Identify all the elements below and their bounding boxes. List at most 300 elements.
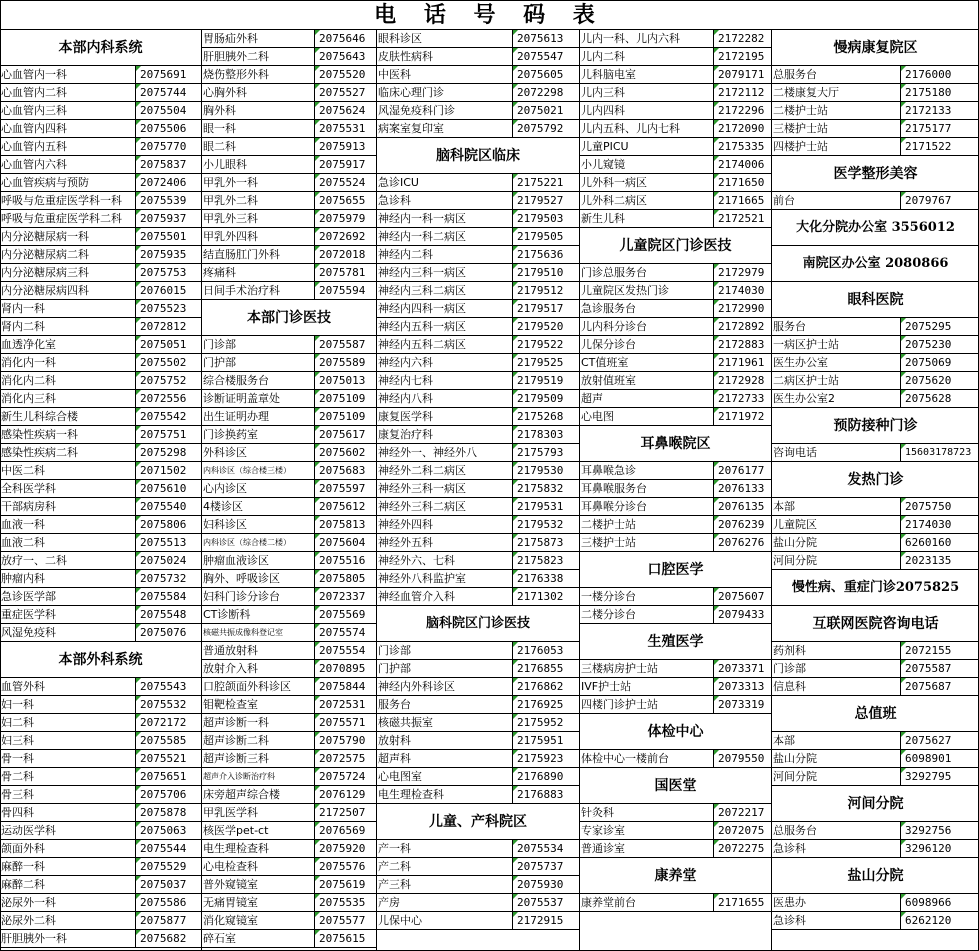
- table-row: [772, 732, 979, 750]
- phone-number: 2075979: [314, 210, 376, 227]
- department-name: 神经内五科一病区: [378, 320, 466, 333]
- department-name: 耳鼻喉急诊: [581, 464, 636, 477]
- phone-number: 2075037: [135, 876, 201, 893]
- department-name: 肝胆胰外一科: [1, 932, 67, 945]
- department-name: 眼二科: [203, 140, 236, 153]
- phone-number: 2075607: [713, 588, 771, 605]
- phone-number: 2171522: [900, 138, 979, 155]
- phone-number: 2075577: [314, 912, 376, 929]
- table-row: [0, 768, 201, 786]
- table-row: [202, 246, 376, 264]
- table-row: [0, 588, 201, 606]
- section-heading: 医学整形美容: [772, 156, 979, 192]
- table-row: [202, 372, 376, 390]
- department-name: 产房: [378, 896, 400, 909]
- table-row: [202, 210, 376, 228]
- table-row: [202, 480, 376, 498]
- department-name: 门诊换药室: [203, 428, 258, 441]
- department-name: 儿童院区: [773, 518, 817, 531]
- phone-number: 2075523: [135, 300, 201, 317]
- phone-number: 2075529: [135, 858, 201, 875]
- phone-number: 2075605: [512, 66, 579, 83]
- phone-number: 2172883: [713, 336, 771, 353]
- table-row: [772, 552, 979, 570]
- department-name: 呼吸与危重症医学科二科: [1, 212, 122, 225]
- table-row: [0, 444, 201, 462]
- phone-number: 2172507: [314, 804, 376, 821]
- department-name: 电生理检查科: [378, 788, 444, 801]
- department-name: 神经外八科监护室: [378, 572, 466, 585]
- department-name: 内科诊区（综合楼二楼）: [203, 538, 291, 547]
- table-row: [580, 390, 771, 408]
- column-divider: [376, 30, 377, 951]
- phone-number: 2075576: [314, 858, 376, 875]
- phone-number: 2176925: [512, 696, 579, 713]
- phone-number: 2175268: [512, 408, 579, 425]
- table-row: [377, 912, 579, 930]
- table-row: [580, 66, 771, 84]
- table-row: [580, 264, 771, 282]
- table-row: [377, 336, 579, 354]
- department-name: 肝胆胰外二科: [203, 50, 269, 63]
- table-row: [0, 246, 201, 264]
- phone-number: 2172733: [713, 390, 771, 407]
- table-row: [0, 336, 201, 354]
- department-name: 盐山分院: [773, 536, 817, 549]
- department-name: 三楼护士站: [581, 536, 636, 549]
- department-name: 心血管内四科: [1, 122, 67, 135]
- phone-number: 2075544: [135, 840, 201, 857]
- phone-number: 2171665: [713, 192, 771, 209]
- table-row: [202, 282, 376, 300]
- table-row: [377, 210, 579, 228]
- table-row: [0, 858, 201, 876]
- table-row: [202, 912, 376, 930]
- department-name: 肿瘤内科: [1, 572, 45, 585]
- phone-number: 2175636: [512, 246, 579, 263]
- department-name: 神经内四科一病区: [378, 302, 466, 315]
- department-name: 妇三科: [1, 734, 34, 747]
- department-name: 门护部: [203, 356, 236, 369]
- table-row: [0, 840, 201, 858]
- department-name: 放疗一、二科: [1, 554, 67, 567]
- section-heading: 口腔医学: [580, 552, 771, 588]
- table-row: [772, 750, 979, 768]
- table-row: [580, 840, 771, 858]
- department-name: 口腔颌面外科诊区: [203, 680, 291, 693]
- table-row: [0, 318, 201, 336]
- table-row: [377, 534, 579, 552]
- table-row: [580, 588, 771, 606]
- table-row: [772, 84, 979, 102]
- phone-number: 2175177: [900, 120, 979, 137]
- table-row: [0, 894, 201, 912]
- table-row: [772, 372, 979, 390]
- table-row: [772, 138, 979, 156]
- table-row: [772, 822, 979, 840]
- phone-number: 2075516: [314, 552, 376, 569]
- department-name: 呼吸与危重症医学科一科: [1, 194, 122, 207]
- section-heading: 总值班: [772, 696, 979, 732]
- department-name: 核磁共振成像科登记室: [203, 628, 283, 637]
- table-row: [772, 390, 979, 408]
- table-row: [0, 138, 201, 156]
- table-row: [0, 156, 201, 174]
- table-row: [202, 120, 376, 138]
- department-name: 儿保分诊台: [581, 338, 636, 351]
- department-name: 产三科: [378, 878, 411, 891]
- table-row: [0, 822, 201, 840]
- section-heading: 盐山分院: [772, 858, 979, 894]
- department-name: 河间分院: [773, 554, 817, 567]
- phone-number: 2175180: [900, 84, 979, 101]
- department-name: 本部: [773, 734, 795, 747]
- table-row: [377, 786, 579, 804]
- table-row: [772, 102, 979, 120]
- phone-number: 2075619: [314, 876, 376, 893]
- department-name: 超声诊断三科: [203, 752, 269, 765]
- table-row: [0, 804, 201, 822]
- section-heading: 脑科院区门诊医技: [377, 606, 579, 642]
- department-name: 医生办公室2: [773, 392, 835, 405]
- department-name: 消化内一科: [1, 356, 56, 369]
- department-name: 急诊科: [773, 914, 806, 927]
- table-row: [0, 354, 201, 372]
- section-heading: 慢病康复院区: [772, 30, 979, 66]
- phone-number: 2075597: [314, 480, 376, 497]
- table-row: [580, 192, 771, 210]
- phone-number: 2075051: [135, 336, 201, 353]
- table-row: [377, 462, 579, 480]
- table-row: [580, 372, 771, 390]
- table-row: [580, 84, 771, 102]
- department-name: 儿童PICU: [581, 140, 629, 153]
- table-row: [0, 66, 201, 84]
- table-row: [580, 30, 771, 48]
- department-name: 感染性疾病一科: [1, 428, 78, 441]
- table-row: [0, 516, 201, 534]
- table-row: [202, 588, 376, 606]
- department-name: 中医科: [378, 68, 411, 81]
- phone-number: 2075770: [135, 138, 201, 155]
- phone-number: 2072337: [314, 588, 376, 605]
- table-row: [377, 750, 579, 768]
- table-row: [0, 570, 201, 588]
- table-row: [377, 516, 579, 534]
- table-row: [202, 426, 376, 444]
- table-row: [580, 336, 771, 354]
- phone-number: 2075548: [135, 606, 201, 623]
- department-name: 泌尿外一科: [1, 896, 56, 909]
- department-name: 骨四科: [1, 806, 34, 819]
- table-row: [580, 678, 771, 696]
- department-name: 儿科脑电室: [581, 68, 636, 81]
- table-row: [0, 102, 201, 120]
- table-row: [377, 732, 579, 750]
- phone-number: 2075920: [314, 840, 376, 857]
- department-name: 中医二科: [1, 464, 45, 477]
- phone-number: 2075520: [314, 66, 376, 83]
- department-name: 神经内二科: [378, 248, 433, 261]
- department-name: 儿内三科: [581, 86, 625, 99]
- phone-number: 2075620: [900, 372, 979, 389]
- phone-number: 2079171: [713, 66, 771, 83]
- table-row: [0, 84, 201, 102]
- department-name: 心胸外科: [203, 86, 247, 99]
- phone-number: 2075521: [135, 750, 201, 767]
- phone-number: 2075602: [314, 444, 376, 461]
- phone-number: 2175221: [512, 174, 579, 191]
- phone-number: 2171972: [713, 408, 771, 425]
- phone-number: 2072692: [314, 228, 376, 245]
- phone-number: 2075706: [135, 786, 201, 803]
- table-row: [772, 840, 979, 858]
- phone-number: 2075502: [135, 354, 201, 371]
- phone-number: 2075543: [135, 678, 201, 695]
- department-name: CT值班室: [581, 356, 629, 369]
- table-row: [202, 228, 376, 246]
- table-row: [580, 462, 771, 480]
- department-name: 心血管内二科: [1, 86, 67, 99]
- department-name: 肿瘤血液诊区: [203, 554, 269, 567]
- department-name: 神经内七科: [378, 374, 433, 387]
- department-name: 二楼康复大厅: [773, 86, 839, 99]
- phone-number: 2179503: [512, 210, 579, 227]
- table-row: [202, 444, 376, 462]
- column-divider: [579, 30, 580, 951]
- table-row: [202, 768, 376, 786]
- department-name: 眼科诊区: [378, 32, 422, 45]
- table-row: [377, 174, 579, 192]
- table-row: [0, 120, 201, 138]
- phone-number: 2075584: [135, 588, 201, 605]
- department-name: 消化窥镜室: [203, 914, 258, 927]
- department-name: 新生儿科综合楼: [1, 410, 78, 423]
- department-name: 神经内一科二病区: [378, 230, 466, 243]
- phone-number: 2075878: [135, 804, 201, 821]
- phone-number: 2179519: [512, 372, 579, 389]
- department-name: 急诊服务台: [581, 302, 636, 315]
- phone-number: 2075613: [512, 30, 579, 47]
- department-name: 心电图: [581, 410, 614, 423]
- phone-number: 2075615: [314, 930, 376, 947]
- table-row: [377, 552, 579, 570]
- phone-number: 2179525: [512, 354, 579, 371]
- phone-number: 2079767: [900, 192, 979, 209]
- department-name: CT诊断科: [203, 608, 251, 621]
- phone-number: 2075781: [314, 264, 376, 281]
- department-name: 干部病房科: [1, 500, 56, 513]
- phone-number: 2172915: [512, 912, 579, 929]
- table-row: [202, 66, 376, 84]
- phone-number: 2172296: [713, 102, 771, 119]
- phone-number: 2075076: [135, 624, 201, 641]
- department-name: 信息科: [773, 680, 806, 693]
- phone-number: 2176890: [512, 768, 579, 785]
- phone-number: 3296120: [900, 840, 979, 857]
- phone-number: 2176883: [512, 786, 579, 803]
- phone-number: 2075504: [135, 102, 201, 119]
- department-name: 骨三科: [1, 788, 34, 801]
- department-name: 急诊科: [773, 842, 806, 855]
- phone-number: 15603178723: [900, 444, 979, 461]
- section-heading: 生殖医学: [580, 624, 771, 660]
- table-row: [0, 624, 201, 642]
- phone-number: 2075627: [900, 732, 979, 749]
- department-name: 急诊ICU: [378, 176, 419, 189]
- phone-number: 2075513: [135, 534, 201, 551]
- table-row: [772, 336, 979, 354]
- phone-number: 2075501: [135, 228, 201, 245]
- department-name: 风湿免疫科门诊: [378, 104, 455, 117]
- table-row: [202, 786, 376, 804]
- phone-number: 2073313: [713, 678, 771, 695]
- section-heading: 大化分院办公室 3556012: [772, 210, 979, 246]
- phone-number: 2179522: [512, 336, 579, 353]
- table-row: [377, 894, 579, 912]
- section-heading: 预防接种门诊: [772, 408, 979, 444]
- section-heading: 本部门诊医技: [202, 300, 376, 336]
- table-row: [580, 516, 771, 534]
- phone-number: 2076133: [713, 480, 771, 497]
- phone-number: 2075069: [900, 354, 979, 371]
- phone-number: 2172979: [713, 264, 771, 281]
- table-row: [772, 66, 979, 84]
- table-row: [580, 750, 771, 768]
- phone-number: 2075751: [135, 426, 201, 443]
- table-row: [580, 210, 771, 228]
- department-name: 烧伤整形外科: [203, 68, 269, 81]
- table-row: [772, 516, 979, 534]
- department-name: 肾内二科: [1, 320, 45, 333]
- department-name: 体检中心一楼前台: [581, 752, 669, 765]
- phone-number: 2176000: [900, 66, 979, 83]
- table-row: [377, 282, 579, 300]
- table-row: [580, 894, 771, 912]
- department-name: 儿外科一病区: [581, 176, 647, 189]
- phone-number: 6098901: [900, 750, 979, 767]
- phone-number: 2075506: [135, 120, 201, 137]
- department-name: 门护部: [378, 662, 411, 675]
- table-row: [0, 228, 201, 246]
- table-row: [202, 732, 376, 750]
- department-name: 甲乳外一科: [203, 176, 258, 189]
- department-name: 神经外三科一病区: [378, 482, 466, 495]
- table-row: [377, 840, 579, 858]
- department-name: 二楼分诊台: [581, 608, 636, 621]
- table-row: [580, 696, 771, 714]
- table-row: [0, 408, 201, 426]
- phone-number: 2075063: [135, 822, 201, 839]
- phone-number: 2075024: [135, 552, 201, 569]
- department-name: 皮肤性病科: [378, 50, 433, 63]
- table-row: [202, 606, 376, 624]
- table-row: [377, 570, 579, 588]
- department-name: 麻醉二科: [1, 878, 45, 891]
- table-row: [0, 174, 201, 192]
- phone-number: 2172521: [713, 210, 771, 227]
- department-name: 神经内三科一病区: [378, 266, 466, 279]
- department-name: 神经内五科二病区: [378, 338, 466, 351]
- department-name: 康复治疗科: [378, 428, 433, 441]
- department-name: 全科医学科: [1, 482, 56, 495]
- department-name: 血管外科: [1, 680, 45, 693]
- table-row: [202, 84, 376, 102]
- phone-number: 2072275: [713, 840, 771, 857]
- department-name: 无痛胃镜室: [203, 896, 258, 909]
- table-row: [0, 678, 201, 696]
- department-name: 诊断证明盖章处: [203, 392, 280, 405]
- table-row: [0, 480, 201, 498]
- table-row: [202, 354, 376, 372]
- table-row: [0, 930, 201, 948]
- department-name: 骨一科: [1, 752, 34, 765]
- department-name: 心血管内一科: [1, 68, 67, 81]
- phone-number: 2179505: [512, 228, 579, 245]
- phone-number: 2075298: [135, 444, 201, 461]
- phone-number: 2072075: [713, 822, 771, 839]
- department-name: 总服务台: [773, 68, 817, 81]
- department-name: 康养堂前台: [581, 896, 636, 909]
- phone-number: 2075587: [900, 660, 979, 677]
- table-row: [377, 660, 579, 678]
- table-row: [377, 588, 579, 606]
- department-name: 服务台: [773, 320, 806, 333]
- phone-number: 2075586: [135, 894, 201, 911]
- table-row: [772, 354, 979, 372]
- phone-number: 2075295: [900, 318, 979, 335]
- table-row: [0, 498, 201, 516]
- phone-number: 2179510: [512, 264, 579, 281]
- table-row: [202, 642, 376, 660]
- table-row: [202, 462, 376, 480]
- department-name: 儿内一科、儿内六科: [581, 32, 680, 45]
- phone-number: 2075683: [314, 462, 376, 479]
- department-name: 甲乳医学科: [203, 806, 258, 819]
- table-row: [377, 426, 579, 444]
- department-name: 儿内四科: [581, 104, 625, 117]
- department-name: 碎石室: [203, 932, 236, 945]
- table-row: [202, 192, 376, 210]
- table-row: [202, 660, 376, 678]
- department-name: 放射值班室: [581, 374, 636, 387]
- phone-number: 2075534: [512, 840, 579, 857]
- table-row: [377, 48, 579, 66]
- table-row: [377, 408, 579, 426]
- phone-number: 2075554: [314, 642, 376, 659]
- department-name: 核医学pet-ct: [203, 824, 269, 837]
- page-title: 电 话 号 码 表: [0, 0, 979, 30]
- table-row: [202, 264, 376, 282]
- phone-number: 2075524: [314, 174, 376, 191]
- table-row: [377, 318, 579, 336]
- phone-number: 2075527: [314, 84, 376, 101]
- table-row: [377, 372, 579, 390]
- phone-number: 2075792: [512, 120, 579, 137]
- department-name: 河间分院: [773, 770, 817, 783]
- table-row: [202, 48, 376, 66]
- table-row: [580, 282, 771, 300]
- department-name: 妇一科: [1, 698, 34, 711]
- department-name: 新生儿科: [581, 212, 625, 225]
- section-heading: 康养堂: [580, 858, 771, 894]
- table-row: [377, 480, 579, 498]
- table-row: [377, 696, 579, 714]
- phone-number: 2075691: [135, 66, 201, 83]
- phone-number: 6098966: [900, 894, 979, 911]
- phone-number: 2175832: [512, 480, 579, 497]
- department-name: 盐山分院: [773, 752, 817, 765]
